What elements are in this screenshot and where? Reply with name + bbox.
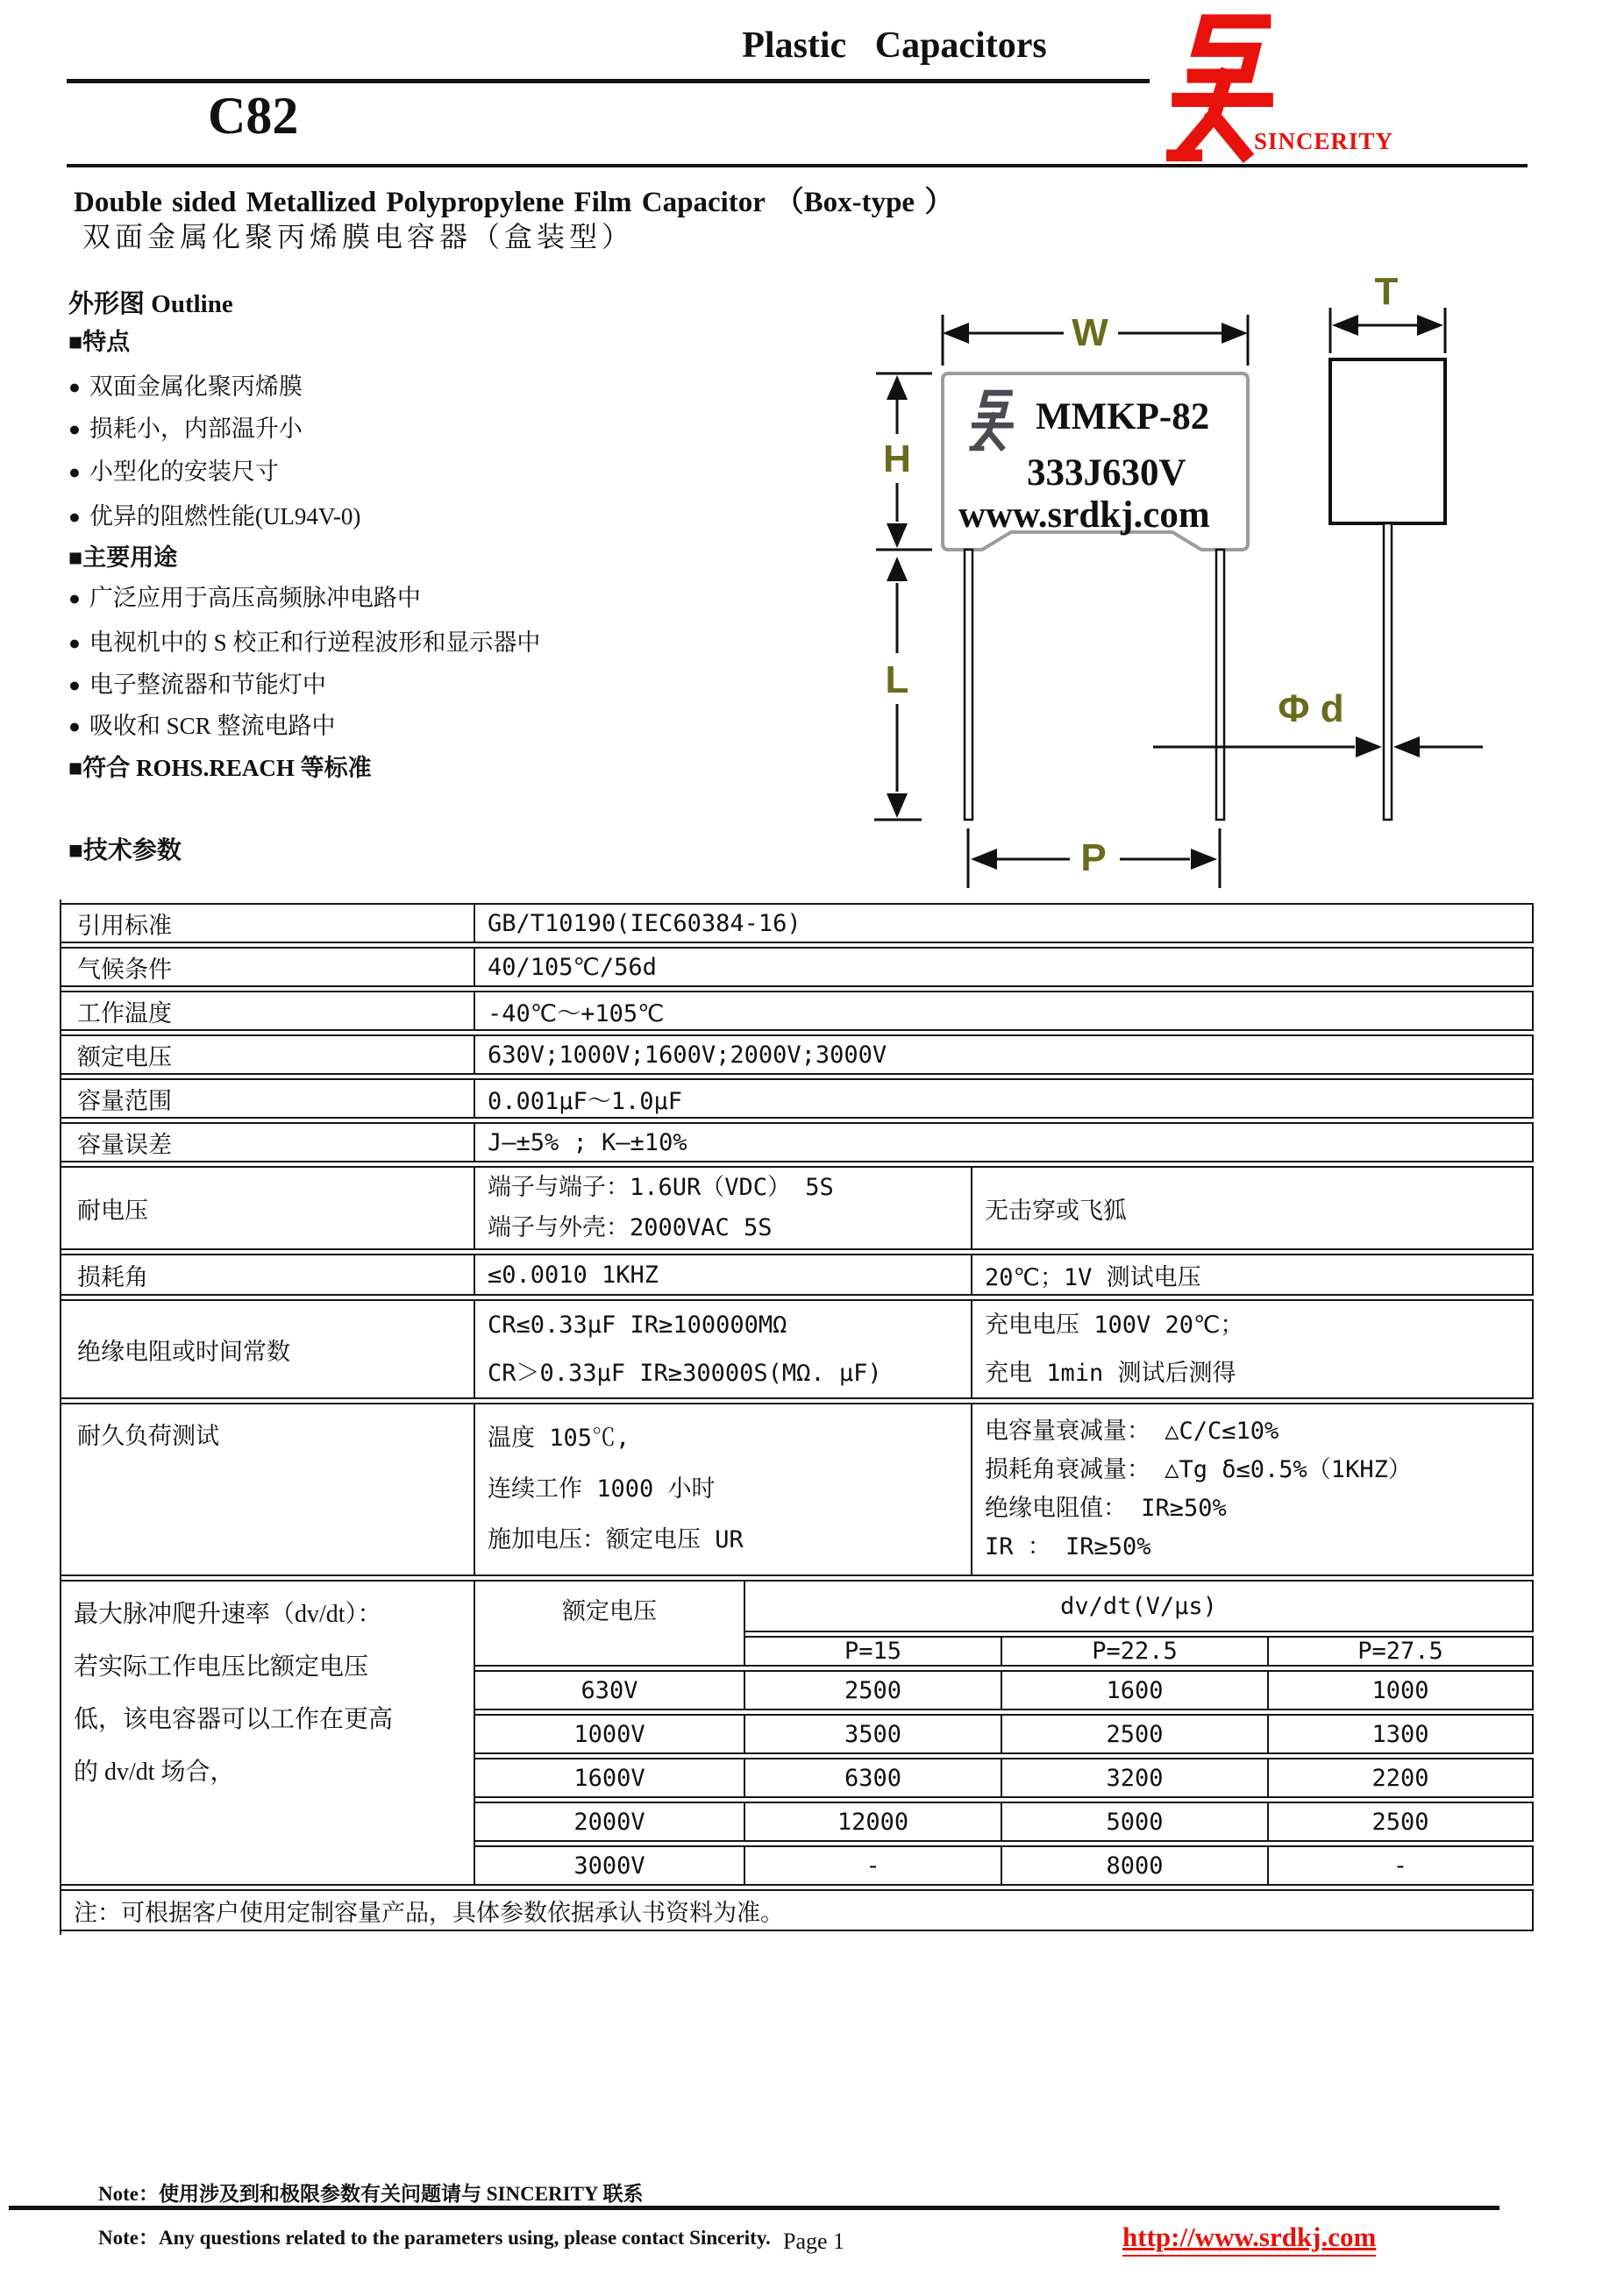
- feature-text: 小型化的安装尺寸: [89, 458, 279, 485]
- table-row: [61, 903, 1534, 943]
- dvdt-description: 最大脉冲爬升速率（dv/dt）： 若实际工作电压比额定电压 低，该电容器可以工作在更高 的 dv/dt 场合，: [61, 1580, 475, 1886]
- dvdt-value: 1300: [1269, 1714, 1534, 1754]
- features-heading: ■特点: [68, 329, 131, 355]
- dvdt-value: 8000: [1002, 1845, 1269, 1886]
- applications-heading: ■主要用途: [68, 544, 178, 571]
- param-note: 无击穿或飞狐: [972, 1166, 1534, 1250]
- capacitor-side-body: [1330, 359, 1445, 523]
- feature-item: [68, 371, 303, 403]
- application-text: 电视机中的 S 校正和行逆程波形和显示器中: [89, 629, 541, 656]
- body-marking-code: 333J630V: [1027, 452, 1186, 494]
- param-label: 引用标准: [61, 903, 475, 943]
- bullet-icon: ●: [68, 418, 81, 440]
- dimension-d: [1153, 687, 1483, 757]
- dvdt-subheader: P=27.5: [1269, 1636, 1534, 1667]
- brand-name: SINCERITY: [1254, 128, 1394, 154]
- tech-params-table: [60, 899, 1534, 1935]
- footer-rule: [9, 2206, 1499, 2210]
- param-label: 工作温度: [61, 991, 475, 1031]
- application-item: [68, 582, 421, 615]
- dim-label-w: W: [1072, 311, 1108, 354]
- tech-params-heading: ■技术参数: [68, 837, 182, 864]
- dvdt-value: 3200: [1002, 1758, 1269, 1798]
- bullet-icon: ●: [68, 632, 81, 654]
- dimension-h: [876, 373, 932, 550]
- table-row: [61, 1122, 1534, 1162]
- dvdt-voltage: 1600V: [475, 1758, 745, 1798]
- dvdt-voltage: 2000V: [475, 1802, 745, 1842]
- feature-text: 优异的阻燃性能(UL94V-0): [89, 503, 361, 530]
- dimension-t: [1330, 270, 1445, 353]
- bullet-icon: ●: [68, 461, 81, 483]
- param-label: 容量范围: [61, 1078, 475, 1119]
- lead-left: [965, 550, 972, 820]
- param-value: GB/T10190(IEC60384-16): [475, 903, 1534, 943]
- dvdt-value: 2500: [1269, 1802, 1534, 1842]
- table-row: [61, 1034, 1534, 1075]
- bullet-icon: ●: [68, 715, 81, 737]
- table-row: [61, 991, 1534, 1031]
- param-note: 充电电压 100V 20℃； 充电 1min 测试后测得: [972, 1299, 1534, 1399]
- dvdt-voltage: 1000V: [475, 1714, 745, 1754]
- param-value: 0.001μF～1.0μF: [475, 1078, 1534, 1119]
- feature-item: [68, 413, 303, 445]
- footer-note-zh: Note：使用涉及到和极限参数有关问题请与 SINCERITY 联系: [98, 2183, 644, 2205]
- param-value: 温度 105℃, 连续工作 1000 小时 施加电压：额定电压 UR: [475, 1403, 972, 1576]
- param-label: 损耗角: [61, 1254, 475, 1296]
- dvdt-voltage: 3000V: [475, 1845, 745, 1886]
- param-value: CR≤0.33μF IR≥100000MΩ CR＞0.33μF IR≥30000S(MΩ. μF): [475, 1299, 972, 1399]
- table-row: [61, 1299, 1534, 1399]
- param-note: 电容量衰减量： △C/C≤10% 损耗角衰减量： △Tg δ≤0.5%（1KHZ） 绝缘电阻值： IR≥50% IR ： IR≥50%: [972, 1403, 1534, 1576]
- doc-title: Plastic Capacitors: [742, 25, 1047, 66]
- dvdt-header: dv/dt(V/μs): [745, 1580, 1534, 1632]
- application-text: 吸收和 SCR 整流电路中: [89, 713, 336, 739]
- table-row: [61, 1403, 1534, 1576]
- param-note: 20℃；1V 测试电压: [972, 1254, 1534, 1296]
- footer-note-en: Note：Any questions related to the parameters using, please contact Sincerity.: [98, 2227, 771, 2249]
- dvdt-subheader: P=22.5: [1002, 1636, 1269, 1667]
- page-number: Page 1: [783, 2228, 845, 2254]
- dvdt-value: 2200: [1269, 1758, 1534, 1798]
- outline-diagram: [864, 259, 1539, 899]
- feature-item: [68, 456, 279, 488]
- bullet-icon: ●: [68, 506, 81, 528]
- table-note: 注：可根据客户使用定制容量产品，具体参数依据承认书资料为准。: [61, 1889, 1534, 1931]
- dvdt-value: 5000: [1002, 1802, 1269, 1842]
- param-value: -40℃～+105℃: [475, 991, 1534, 1031]
- table-row: [61, 947, 1534, 987]
- model-number: C82: [208, 87, 299, 145]
- feature-text: 双面金属化聚丙烯膜: [89, 373, 303, 400]
- table-row: [61, 1254, 1534, 1296]
- dvdt-subheader: P=15: [745, 1636, 1002, 1667]
- bullet-icon: ●: [68, 674, 81, 696]
- dvdt-value: -: [1269, 1845, 1534, 1886]
- lead-side: [1384, 523, 1392, 820]
- table-row: [61, 1078, 1534, 1119]
- dvdt-value: 1000: [1269, 1670, 1534, 1710]
- table-row: [61, 1580, 1534, 1632]
- dvdt-voltage-header: 额定电压: [475, 1580, 745, 1667]
- dim-label-d: Φ d: [1278, 687, 1344, 730]
- dimension-l: [874, 557, 922, 820]
- feature-item: [68, 501, 360, 533]
- param-label: 耐电压: [61, 1166, 475, 1250]
- application-item: [68, 669, 326, 701]
- lead-right: [1216, 550, 1224, 820]
- param-label: 耐久负荷测试: [61, 1403, 475, 1576]
- dvdt-value: 2500: [1002, 1714, 1269, 1754]
- dvdt-value: -: [745, 1845, 1002, 1886]
- param-value: ≤0.0010 1KHZ: [475, 1254, 972, 1296]
- dim-label-p: P: [1080, 836, 1107, 879]
- dvdt-value: 3500: [745, 1714, 1002, 1754]
- compliance-heading: ■符合 ROHS.REACH 等标准: [68, 755, 372, 781]
- param-label: 气候条件: [61, 947, 475, 987]
- application-text: 电子整流器和节能灯中: [89, 672, 326, 698]
- dim-label-l: L: [885, 658, 909, 701]
- feature-text: 损耗小，内部温升小: [89, 416, 303, 442]
- bullet-icon: ●: [68, 376, 81, 398]
- dvdt-value: 6300: [745, 1758, 1002, 1798]
- bullet-icon: ●: [68, 587, 81, 609]
- param-value: 端子与端子：1.6UR（VDC） 5S 端子与外壳：2000VAC 5S: [475, 1166, 972, 1250]
- dvdt-voltage: 630V: [475, 1670, 745, 1710]
- outline-heading-zh: 外形图: [68, 290, 146, 318]
- dimension-w: [943, 311, 1248, 366]
- param-value: 40/105℃/56d: [475, 947, 1534, 987]
- outline-heading: [68, 284, 233, 320]
- table-row: [61, 1889, 1534, 1931]
- param-label: 容量误差: [61, 1122, 475, 1162]
- dim-label-t: T: [1374, 270, 1399, 313]
- param-label: 额定电压: [61, 1034, 475, 1075]
- application-item: [68, 627, 540, 659]
- table-row: [61, 1166, 1534, 1250]
- param-value: J—±5% ; K—±10%: [475, 1122, 1534, 1162]
- dvdt-value: 2500: [745, 1670, 1002, 1710]
- body-marking-url: www.srdkj.com: [958, 494, 1210, 536]
- outline-heading-en: Outline: [151, 290, 233, 318]
- header-rule-top: [67, 79, 1150, 83]
- dvdt-value: 1600: [1002, 1670, 1269, 1710]
- dvdt-value: 12000: [745, 1802, 1002, 1842]
- header-rule-bottom: [67, 164, 1528, 167]
- dim-label-h: H: [883, 437, 911, 480]
- dimension-p: [968, 828, 1220, 888]
- body-marking-series: MMKP-82: [1036, 396, 1210, 437]
- param-value: 630V;1000V;1600V;2000V;3000V: [475, 1034, 1534, 1075]
- application-text: 广泛应用于高压高频脉冲电路中: [89, 585, 421, 611]
- product-title-zh: 双面金属化聚丙烯膜电容器（盒装型）: [82, 221, 635, 252]
- product-title-en: Double sided Metallized Polypropylene Film Capacitor （Box-type ）: [74, 187, 954, 218]
- param-label: 绝缘电阻或时间常数: [61, 1299, 475, 1399]
- website-link[interactable]: http://www.srdkj.com: [1122, 2221, 1376, 2257]
- application-item: [68, 710, 335, 743]
